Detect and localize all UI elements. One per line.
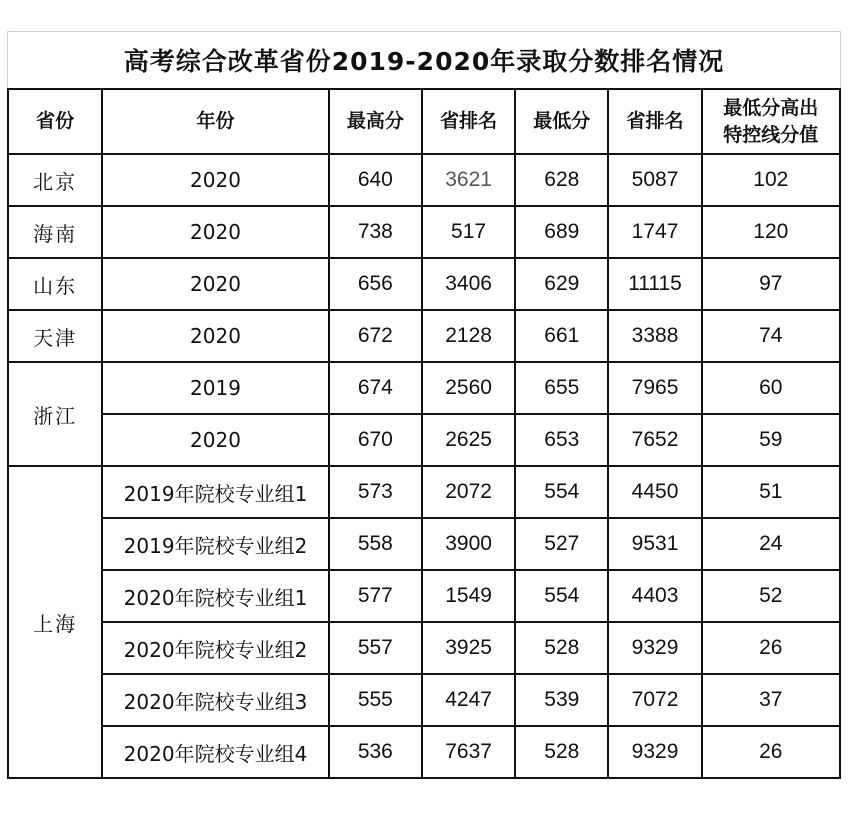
cell-year: 2019年院校专业组1: [102, 466, 329, 518]
cell-min-score: 689: [515, 206, 608, 258]
table-row: [8, 466, 840, 518]
cell-max-rank: 7637: [422, 726, 515, 778]
cell-max-score: 536: [329, 726, 422, 778]
cell-min-rank: 5087: [608, 154, 701, 206]
cell-min-score: 661: [515, 310, 608, 362]
cell-above-line: 102: [702, 154, 840, 206]
cell-min-rank: 9329: [608, 726, 701, 778]
table-title-box: [7, 31, 841, 88]
cell-min-rank: 9531: [608, 518, 701, 570]
cell-min-rank: 4403: [608, 570, 701, 622]
cell-max-score: 573: [329, 466, 422, 518]
cell-max-rank: 3925: [422, 622, 515, 674]
cell-min-rank: 9329: [608, 622, 701, 674]
cell-max-score: 640: [329, 154, 422, 206]
cell-min-rank: 7072: [608, 674, 701, 726]
cell-min-score: 628: [515, 154, 608, 206]
cell-max-rank: 4247: [422, 674, 515, 726]
cell-max-score: 670: [329, 414, 422, 466]
header-province: 省份: [8, 89, 102, 154]
cell-max-score: 656: [329, 258, 422, 310]
cell-above-line: 24: [702, 518, 840, 570]
table-row: [8, 726, 840, 778]
table-title: 高考综合改革省份2019-2020年录取分数排名情况: [123, 47, 725, 76]
cell-year: 2020年院校专业组4: [102, 726, 329, 778]
cell-min-score: 653: [515, 414, 608, 466]
cell-max-rank: 2128: [422, 310, 515, 362]
cell-min-score: 554: [515, 570, 608, 622]
cell-min-score: 528: [515, 726, 608, 778]
cell-year: 2020: [102, 258, 329, 310]
cell-max-score: 557: [329, 622, 422, 674]
cell-max-score: 577: [329, 570, 422, 622]
cell-above-line: 52: [702, 570, 840, 622]
cell-province: 上海: [8, 466, 102, 778]
header-above-line-2: 特控线分值: [723, 123, 819, 146]
cell-province: 海南: [8, 206, 102, 258]
cell-max-rank: 1549: [422, 570, 515, 622]
cell-max-rank: 2625: [422, 414, 515, 466]
header-above-line-1: 最低分高出: [723, 96, 819, 119]
header-row: [8, 89, 840, 154]
cell-above-line: 37: [702, 674, 840, 726]
cell-max-rank: 3406: [422, 258, 515, 310]
cell-min-rank: 3388: [608, 310, 701, 362]
table-row: [8, 570, 840, 622]
cell-above-line: 60: [702, 362, 840, 414]
cell-max-score: 558: [329, 518, 422, 570]
cell-max-rank: 2560: [422, 362, 515, 414]
cell-max-rank: 3621: [422, 154, 515, 206]
cell-max-score: 674: [329, 362, 422, 414]
cell-year: 2019年院校专业组2: [102, 518, 329, 570]
table-row: [8, 518, 840, 570]
cell-max-score: 672: [329, 310, 422, 362]
cell-min-score: 629: [515, 258, 608, 310]
cell-min-score: 528: [515, 622, 608, 674]
cell-min-rank: 7652: [608, 414, 701, 466]
cell-above-line: 26: [702, 726, 840, 778]
cell-year: 2020: [102, 414, 329, 466]
cell-max-rank: 3900: [422, 518, 515, 570]
cell-min-rank: 11115: [608, 258, 701, 310]
table-row: [8, 674, 840, 726]
cell-above-line: 51: [702, 466, 840, 518]
cell-year: 2020年院校专业组3: [102, 674, 329, 726]
cell-min-score: 539: [515, 674, 608, 726]
cell-min-score: 655: [515, 362, 608, 414]
cell-min-score: 527: [515, 518, 608, 570]
cell-min-score: 554: [515, 466, 608, 518]
table-row: [8, 362, 840, 414]
cell-above-line: 97: [702, 258, 840, 310]
cell-year: 2020年院校专业组2: [102, 622, 329, 674]
cell-max-rank: 2072: [422, 466, 515, 518]
header-max-score: 最高分: [329, 89, 422, 154]
table-row: [8, 310, 840, 362]
cell-max-score: 738: [329, 206, 422, 258]
cell-province: 山东: [8, 258, 102, 310]
cell-above-line: 120: [702, 206, 840, 258]
header-above-line: [702, 89, 840, 154]
cell-year: 2020: [102, 206, 329, 258]
header-min-score: 最低分: [515, 89, 608, 154]
cell-min-rank: 1747: [608, 206, 701, 258]
header-min-rank: 省排名: [608, 89, 701, 154]
table-row: [8, 622, 840, 674]
cell-max-score: 555: [329, 674, 422, 726]
cell-above-line: 59: [702, 414, 840, 466]
cell-province: 浙江: [8, 362, 102, 466]
cell-min-rank: 7965: [608, 362, 701, 414]
cell-year: 2020: [102, 154, 329, 206]
cell-province: 天津: [8, 310, 102, 362]
cell-year: 2020: [102, 310, 329, 362]
cell-province: 北京: [8, 154, 102, 206]
cell-min-rank: 4450: [608, 466, 701, 518]
table-row: [8, 258, 840, 310]
admission-scores-table: [7, 88, 841, 779]
cell-year: 2020年院校专业组1: [102, 570, 329, 622]
cell-max-rank: 517: [422, 206, 515, 258]
cell-year: 2019: [102, 362, 329, 414]
header-year: 年份: [102, 89, 329, 154]
table-row: [8, 154, 840, 206]
cell-above-line: 26: [702, 622, 840, 674]
header-max-rank: 省排名: [422, 89, 515, 154]
cell-above-line: 74: [702, 310, 840, 362]
table-row: [8, 206, 840, 258]
table-row: [8, 414, 840, 466]
